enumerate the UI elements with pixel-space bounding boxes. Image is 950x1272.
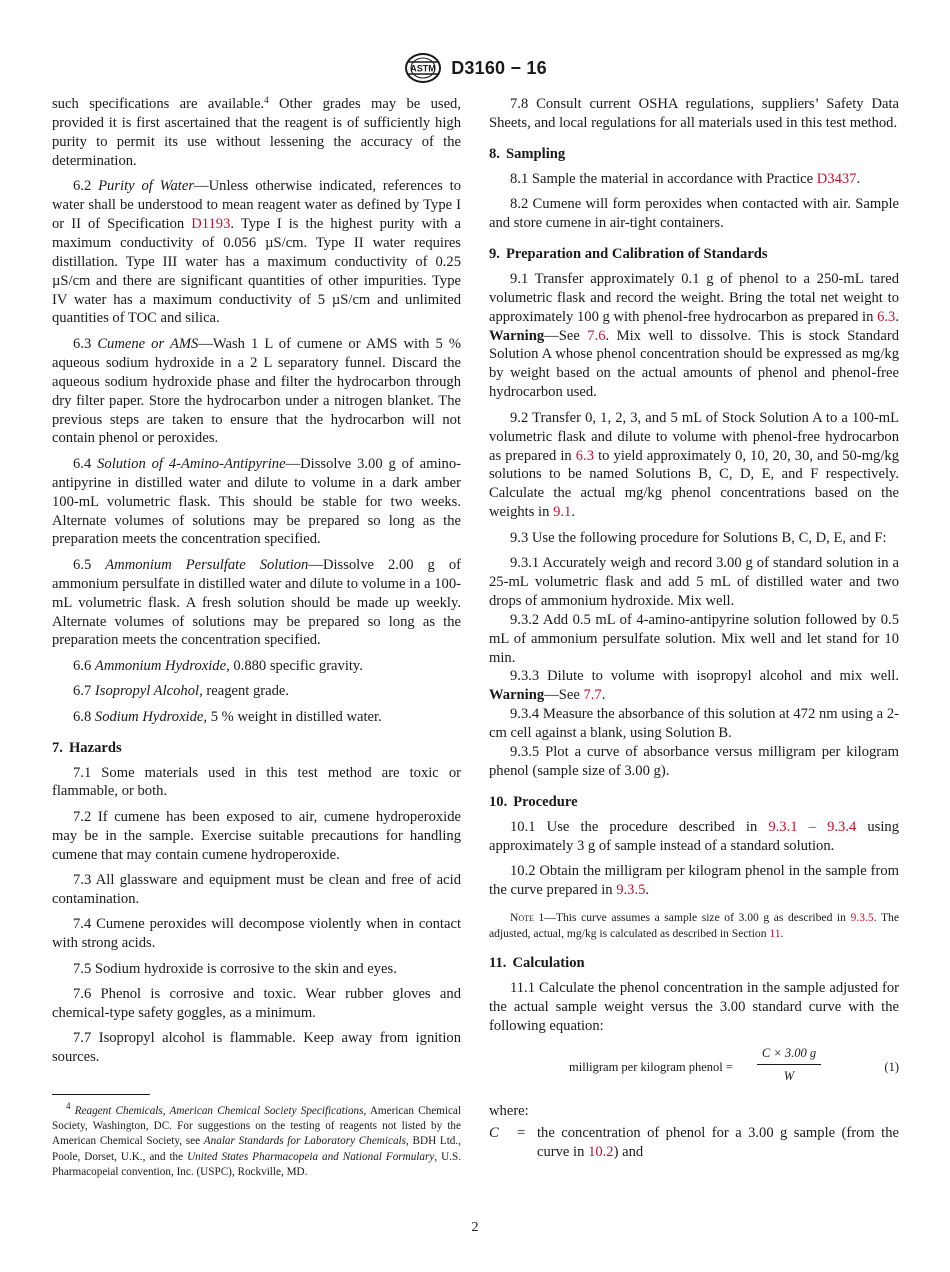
paragraph-8-1: 8.1 Sample the material in accordance with Practice D3437. bbox=[510, 170, 861, 187]
ref-link-6-3[interactable]: 6.3 bbox=[877, 308, 896, 325]
paragraph-8-2: 8.2 Cumene will form peroxides when contacted with air. Sample and store cumene in air-tight containers. bbox=[489, 196, 899, 232]
where-label: where: bbox=[489, 1102, 529, 1119]
equation-1 bbox=[489, 1044, 899, 1090]
svg-text:ASTM: ASTM bbox=[410, 63, 436, 74]
ref-link-9-3-1-9-3-4[interactable]: 9.3.1 – 9.3.4 bbox=[768, 818, 857, 835]
paragraph-9-3: 9.3 Use the following procedure for Solutions B, C, D, E, and F: bbox=[510, 529, 887, 546]
section-heading-procedure: 10. Procedure bbox=[489, 793, 578, 810]
paragraph-9-3-2: 9.3.2 Add 0.5 mL of 4-amino-antipyrine solution followed by 0.5 mL of ammonium persulfate solution. Mix well and let stand for 10 min. bbox=[489, 611, 899, 666]
paragraph-9-3-5: 9.3.5 Plot a curve of absorbance versus milligram per kilogram phenol (sample size of 3.00 g). bbox=[489, 744, 899, 779]
paragraph-10-1: 10.1 Use the procedure described in 9.3.1 – 9.3.4 using approximately 3 g of sample instead of a standard solution. bbox=[489, 818, 900, 854]
paragraph-7-1: 7.1 Some materials used in this test method are toxic or flammable, or both. bbox=[52, 764, 461, 800]
paragraph-7-3: 7.3 All glassware and equipment must be clean and free of acid contamination. bbox=[52, 872, 461, 907]
right-column bbox=[489, 95, 899, 1162]
equation-denominator: W bbox=[783, 1069, 795, 1084]
page-header bbox=[0, 52, 950, 84]
paragraph-7-8: 7.8 Consult current OSHA regulations, suppliers’ Safety Data Sheets, and local regulations for all materials used in this test method. bbox=[489, 96, 899, 131]
ref-link-section-11[interactable]: 11 bbox=[769, 926, 781, 940]
page-number: 2 bbox=[471, 1220, 479, 1235]
paragraph-9-1: 9.1 Transfer approximately 0.1 g of phenol to a 250-mL tared volumetric flask and record the weight. Bring the total net weight to approximately 100 g with phenol-free hydrocarbon as prepared in 6.3. Warning—See 7.6. Mix well to dissolve. This is stock Standard Solution A whose phenol concentration should be expressed as mg/kg by weight based on the actual amounts of phenol and phenol-free hydrocarbon used. bbox=[489, 270, 899, 401]
paragraph-9-3-1: 9.3.1 Accurately weigh and record 3.00 g of standard solution in a 25-mL volumetric flask and add 5 mL of distilled water and two drops of ammonium hydroxide. Mix well. bbox=[489, 555, 899, 609]
equation-numerator: C × 3.00 g bbox=[757, 1044, 821, 1066]
document-code: D3160 − 16 bbox=[451, 57, 547, 78]
ref-link-7-7[interactable]: 7.7 bbox=[583, 687, 602, 704]
paragraph-6-6: 6.6 Ammonium Hydroxide, 0.880 specific gravity. bbox=[73, 657, 363, 674]
paragraph-10-2: 10.2 Obtain the milligram per kilogram phenol in the sample from the curve prepared in 9.3.5. bbox=[489, 863, 899, 899]
ref-link-d3437[interactable]: D3437 bbox=[816, 170, 857, 187]
paragraph-7-2: 7.2 If cumene has been exposed to air, cumene hydroperoxide may be in the sample. Exercise suitable precautions for handling cumene that may contain cumene hydroperoxide. bbox=[52, 808, 461, 863]
ref-link-d1193[interactable]: D1193 bbox=[191, 215, 231, 232]
paragraph-6-5: 6.5 Ammonium Persulfate Solution—Dissolve 2.00 g of ammonium persulfate in distilled water and dilute to volume in a 100-mL volumetric flask. A fresh solution should be made up weekly. Alternate volumes of solutions may be prepared so long as the preparation meets the concentration specified. bbox=[52, 556, 461, 649]
ref-link-9-1[interactable]: 9.1 bbox=[553, 504, 572, 521]
left-column bbox=[52, 95, 461, 1074]
paragraph-6-8: 6.8 Sodium Hydroxide, 5 % weight in distilled water. bbox=[73, 708, 382, 725]
paragraph-7-5: 7.5 Sodium hydroxide is corrosive to the skin and eyes. bbox=[73, 960, 397, 977]
footnote-4: $^4$ Reagent Chemicals, American Chemical Society Specifications, American Chemical Society, Washington, DC. For suggestions on the testing of reagents not listed by the American Chemical Society, see Analar Standards for Laboratory Chemicals, BDH Ltd., Poole, Dorset, U.K., and the United States Pharmacopeia and National Formulary, U.S. Pharmacopeial convention, Inc. (USPC), Rockville, MD. bbox=[52, 1101, 462, 1178]
ref-link-6-3[interactable]: 6.3 bbox=[575, 447, 595, 464]
paragraph-9-2: 9.2 Transfer 0, 1, 2, 3, and 5 mL of Stock Solution A to a 100-mL volumetric flask and dilute to volume with phenol-free hydrocarbon as prepared in 6.3 to yield approximately 0, 10, 20, 30, and 50-mg/kg solutions to be named Solutions B, C, D, E, and F respectively. Calculate the actual mg/kg phenol concentrations based on the weights in 9.1. bbox=[489, 409, 900, 521]
paragraph-9-3-3: 9.3.3 Dilute to volume with isopropyl alcohol and mix well. Warning—See 7.7. bbox=[489, 668, 899, 704]
paragraph-7-4: 7.4 Cumene peroxides will decompose violently when in contact with strong acids. bbox=[52, 916, 461, 952]
equation-number: (1) bbox=[884, 1059, 899, 1074]
astm-logo-icon bbox=[403, 52, 443, 84]
section-heading-calculation: 11. Calculation bbox=[489, 954, 585, 971]
footnote-divider bbox=[52, 1094, 150, 1095]
paragraph-7-6: 7.6 Phenol is corrosive and toxic. Wear rubber gloves and chemical-type safety goggles, as a minimum. bbox=[52, 986, 461, 1021]
ref-link-10-2[interactable]: 10.2 bbox=[588, 1144, 614, 1161]
footnote-ref[interactable]: 4 bbox=[264, 95, 269, 105]
ref-link-9-3-5[interactable]: 9.3.5 bbox=[616, 882, 646, 899]
paragraph-9-3-4: 9.3.4 Measure the absorbance of this solution at 472 nm using a 2-cm cell against a blank, using Solution B. bbox=[489, 706, 899, 742]
ref-link-9-3-5[interactable]: 9.3.5 bbox=[850, 910, 874, 924]
paragraph-6-4: 6.4 Solution of 4-Amino-Antipyrine—Dissolve 3.00 g of amino-antipyrine in distilled water and dilute to volume in a dark amber 100-mL volumetric flask. This should be stable for two weeks. Alternate volumes of solutions may be prepared so long as the preparation meets the concentration specified. bbox=[52, 455, 461, 548]
paragraph-6-1-cont: such specifications are available.$^4$ Other grades may be used, provided it is first ascertained that the reagent is of sufficiently high purity to permit its use without lessening the accuracy of the determination. bbox=[52, 95, 461, 169]
note-1: Note 1—This curve assumes a sample size of 3.00 g as described in 9.3.5. The adjusted, actual, mg/kg is calculated as described in Section 11. bbox=[489, 910, 899, 940]
equation-fraction bbox=[757, 1044, 821, 1087]
ref-link-7-6[interactable]: 7.6 bbox=[587, 327, 606, 344]
paragraph-6-3: 6.3 Cumene or AMS—Wash 1 L of cumene or AMS with 5 % aqueous sodium hydroxide in a 2 L separatory funnel. Discard the aqueous sodium hydroxide phase and filter the hydrocarbon through dry filter paper. Store the hydrocarbon under a nitrogen blanket. The previous steps are taken to ensure that the hydrocarbon will not contain phenol or peroxides. bbox=[52, 335, 462, 447]
paragraph-6-7: 6.7 Isopropyl Alcohol, reagent grade. bbox=[73, 683, 290, 700]
equation-label: milligram per kilogram phenol = bbox=[569, 1059, 733, 1074]
paragraph-7-7: 7.7 Isopropyl alcohol is flammable. Keep away from ignition sources. bbox=[52, 1030, 461, 1066]
paragraph-6-2: 6.2 Purity of Water—Unless otherwise indicated, references to water shall be understood to mean reagent water as defined by Type I or II of Specification D1193. Type I is the highest purity with a maximum conductivity of 0.056 µS/cm. Type II water requires distillation. Type III water has a maximum conductivity of 0.25 µS/cm and there are significant quantities of other impurities. Type IV water has a maximum conductivity of 5 µS/cm and unlimited quantities of TOC and silica. bbox=[52, 178, 461, 327]
definition-c: C = the concentration of phenol for a 3.00 g sample (from the curve in 10.2) and bbox=[489, 1125, 899, 1161]
section-heading-preparation: 9. Preparation and Calibration of Standards bbox=[489, 245, 768, 262]
paragraph-11-1: 11.1 Calculate the phenol concentration in the sample adjusted for the actual sample weight versus the 3.00 standard curve with the following equation: bbox=[489, 979, 899, 1034]
section-heading-hazards: 7. Hazards bbox=[52, 739, 122, 756]
section-heading-sampling: 8. Sampling bbox=[489, 145, 566, 162]
